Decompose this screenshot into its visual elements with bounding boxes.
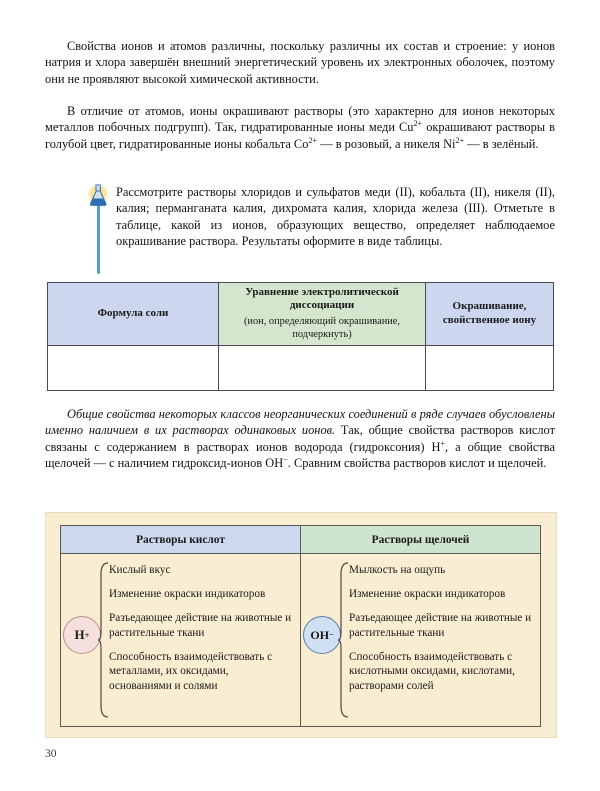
- comparison-header-acids: Растворы кислот: [61, 526, 301, 554]
- co-charge-superscript: 2+: [308, 135, 318, 145]
- paragraph-2-part4: — в зелёный.: [464, 136, 539, 151]
- dissociation-table: [47, 282, 554, 391]
- comparison-table: [60, 525, 541, 727]
- ion-badge-hydroxide-label: OH: [310, 627, 330, 642]
- header-dissociation-equation-main: Уравнение электролитической диссоциации: [245, 286, 399, 312]
- property-item: Разъедающее действие на животные и растительные ткани: [349, 612, 532, 639]
- ion-badge-hydrogen: H +: [63, 616, 101, 654]
- paragraph-2-part1: В отличие от атомов, ионы окрашивают растворы (это характерно для ионов некоторых металлов побочных подгрупп). Так, гидратированные ионы меди Cu: [45, 104, 555, 135]
- flask-icon: [83, 182, 115, 212]
- ni-charge-superscript: 2+: [455, 135, 465, 145]
- header-dissociation-equation-sub: (ион, определяющий окрашивание, подчеркнуть): [243, 315, 401, 341]
- task-text: Рассмотрите растворы хлоридов и сульфатов меди (II), кобальта (II), никеля (II), калия; перманганата калия, дихромата калия, хлорида железа (III). Отметьте в таблице, какой из ионов, образующих вещество, определяет наблюдаемое окрашивание раствора. Результаты оформите в виде таблицы.: [116, 185, 555, 248]
- page-number: 30: [45, 748, 57, 760]
- cell-salt-formula[interactable]: [48, 345, 219, 390]
- paragraph-ion-coloring: [45, 103, 555, 152]
- comparison-header-row: [61, 526, 541, 554]
- hydroxide-charge-superscript: −: [283, 454, 288, 464]
- comparison-cell-alkalis: [301, 554, 541, 727]
- paragraph-2-part2: окрашивают растворы в голубой цвет, гидратированные ионы кобальта Co: [45, 120, 555, 151]
- header-dissociation-equation: [219, 283, 426, 346]
- paragraph-3-part3: . Сравним свойства растворов кислот и щелочей.: [287, 455, 547, 470]
- property-item: Изменение окраски индикаторов: [109, 588, 266, 601]
- property-item: Изменение окраски индикаторов: [349, 588, 506, 601]
- properties-list-acids: [107, 554, 300, 694]
- hydrogen-charge-superscript: +: [440, 438, 446, 448]
- comparison-header-alkalis: Растворы щелочей: [301, 526, 541, 554]
- cu-charge-superscript: 2+: [413, 119, 423, 129]
- comparison-cell-acids: [61, 554, 301, 727]
- paragraph-2-part3: — в розовый, а никеля Ni: [317, 136, 456, 151]
- cell-ion-color[interactable]: [426, 345, 554, 390]
- paragraph-1-text: Свойства ионов и атомов различны, поскольку различны их состав и строение: у ионов натрия и хлора завершён внешний энергетический уровень их электронных оболочек, поэтому они не проявляют высокой химической активности.: [45, 39, 555, 86]
- paragraph-3-italic: Общие свойства некоторых классов неорганических соединений в ряде случаев обусловлены именно наличием в их растворах одинаковых ионов.: [45, 407, 555, 438]
- property-item: Мылкость на ощупь: [349, 564, 446, 576]
- paragraph-common-properties: [45, 406, 555, 471]
- header-salt-formula: [48, 283, 219, 346]
- paragraph-3-part2: , а общие свойства щелочей — с наличием гидроксид-ионов OH: [45, 439, 555, 470]
- cell-dissociation-equation[interactable]: [219, 345, 426, 390]
- task-vertical-rule: [97, 202, 100, 274]
- header-ion-color: [426, 283, 554, 346]
- ion-badge-hydroxide: OH −: [303, 616, 341, 654]
- property-item: Способность взаимодействовать с металлами, их оксидами, основаниями и солями: [109, 650, 273, 693]
- property-item: Способность взаимодействовать с кислотными оксидами, кислотами, растворами солей: [349, 650, 515, 693]
- table-row[interactable]: [48, 345, 554, 390]
- header-ion-color-main: Окрашивание, свойственное иону: [442, 300, 537, 326]
- property-item: Кислый вкус: [109, 564, 171, 576]
- header-salt-formula-main: Формула соли: [97, 307, 169, 320]
- paragraph-ions-properties: [45, 38, 555, 87]
- properties-list-alkalis: [347, 554, 540, 694]
- ion-badge-hydrogen-label: H: [74, 627, 85, 642]
- property-item: Разъедающее действие на животные и растительные ткани: [109, 612, 292, 639]
- table-header-row: [48, 283, 554, 346]
- paragraph-3-part1: Так, общие свойства растворов кислот связаны с содержанием в растворах ионов водорода (гидроксония) H: [45, 423, 555, 454]
- comparison-body-row: [61, 554, 541, 727]
